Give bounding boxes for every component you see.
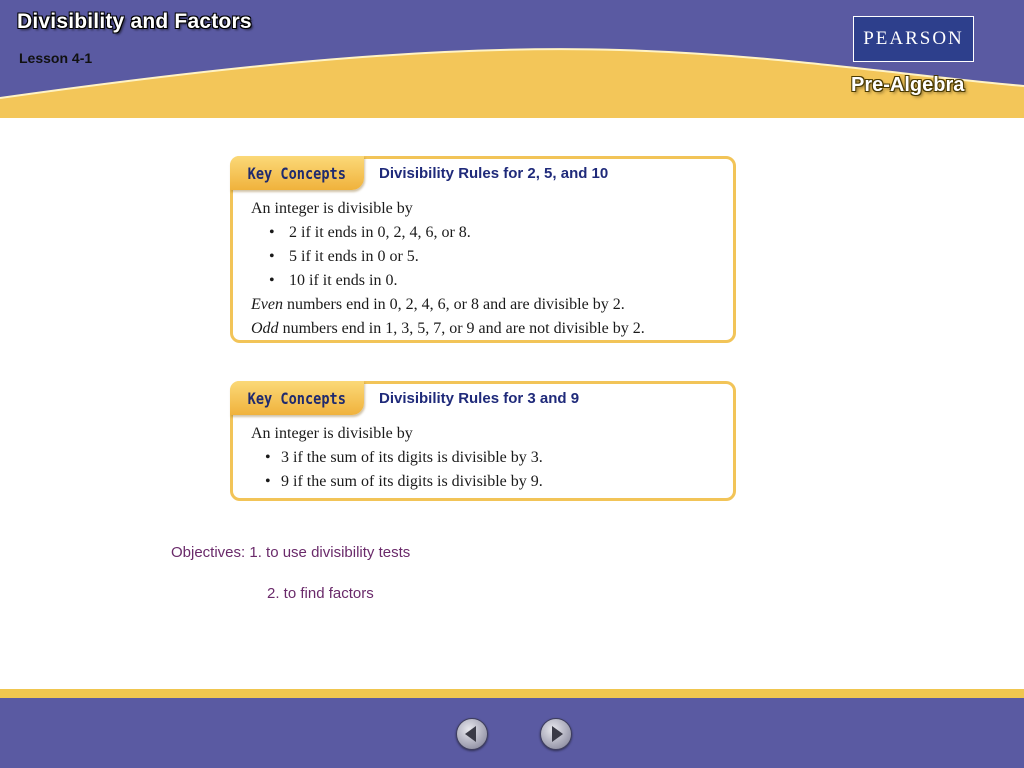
even-text: numbers end in 0, 2, 4, 6, or 8 and are divisible by 2. bbox=[282, 296, 625, 313]
even-term: Even bbox=[251, 296, 283, 313]
key-concepts-box-divisibility-2-5-10 bbox=[230, 156, 736, 343]
footer-bar bbox=[0, 698, 1024, 768]
arrow-right-icon bbox=[552, 726, 563, 742]
key-concepts-tab bbox=[230, 381, 364, 415]
lesson-label: Lesson 4-1 bbox=[19, 50, 93, 66]
objective-line-2: 2. to find factors bbox=[267, 585, 374, 602]
rule-item: • 3 if the sum of its digits is divisible by 3. bbox=[251, 446, 543, 470]
concept-body bbox=[251, 197, 645, 341]
concept-heading: Divisibility Rules for 2, 5, and 10 bbox=[379, 165, 609, 182]
concept-intro: An integer is divisible by bbox=[251, 200, 413, 217]
pearson-logo: PEARSON bbox=[853, 16, 974, 62]
rule-list bbox=[251, 446, 543, 494]
previous-slide-button[interactable] bbox=[456, 718, 488, 750]
key-concepts-box-divisibility-3-9 bbox=[230, 381, 736, 501]
concept-heading: Divisibility Rules for 3 and 9 bbox=[379, 390, 580, 407]
key-concepts-tab-label: Key Concepts bbox=[247, 388, 347, 408]
key-concepts-tab-label: Key Concepts bbox=[247, 163, 347, 183]
concept-body bbox=[251, 422, 543, 494]
next-slide-button[interactable] bbox=[540, 718, 572, 750]
course-title: Pre-Algebra bbox=[851, 74, 965, 96]
concept-intro: An integer is divisible by bbox=[251, 425, 413, 442]
rule-item: • 5 if it ends in 0 or 5. bbox=[251, 245, 645, 269]
header-banner bbox=[0, 0, 1024, 118]
key-concepts-tab bbox=[230, 156, 364, 190]
odd-text: numbers end in 1, 3, 5, 7, or 9 and are not divisible by 2. bbox=[278, 320, 645, 337]
page-title: Divisibility and Factors bbox=[17, 10, 252, 33]
odd-term: Odd bbox=[251, 320, 279, 337]
rule-item: • 2 if it ends in 0, 2, 4, 6, or 8. bbox=[251, 221, 645, 245]
footer-stripe bbox=[0, 689, 1024, 698]
odd-note bbox=[251, 317, 645, 341]
rule-item: • 10 if it ends in 0. bbox=[251, 269, 645, 293]
arrow-left-icon bbox=[465, 726, 476, 742]
objective-line-1: Objectives: 1. to use divisibility tests bbox=[171, 544, 411, 561]
even-note bbox=[251, 293, 645, 317]
rule-item: • 9 if the sum of its digits is divisible by 9. bbox=[251, 470, 543, 494]
rule-list bbox=[251, 221, 645, 293]
